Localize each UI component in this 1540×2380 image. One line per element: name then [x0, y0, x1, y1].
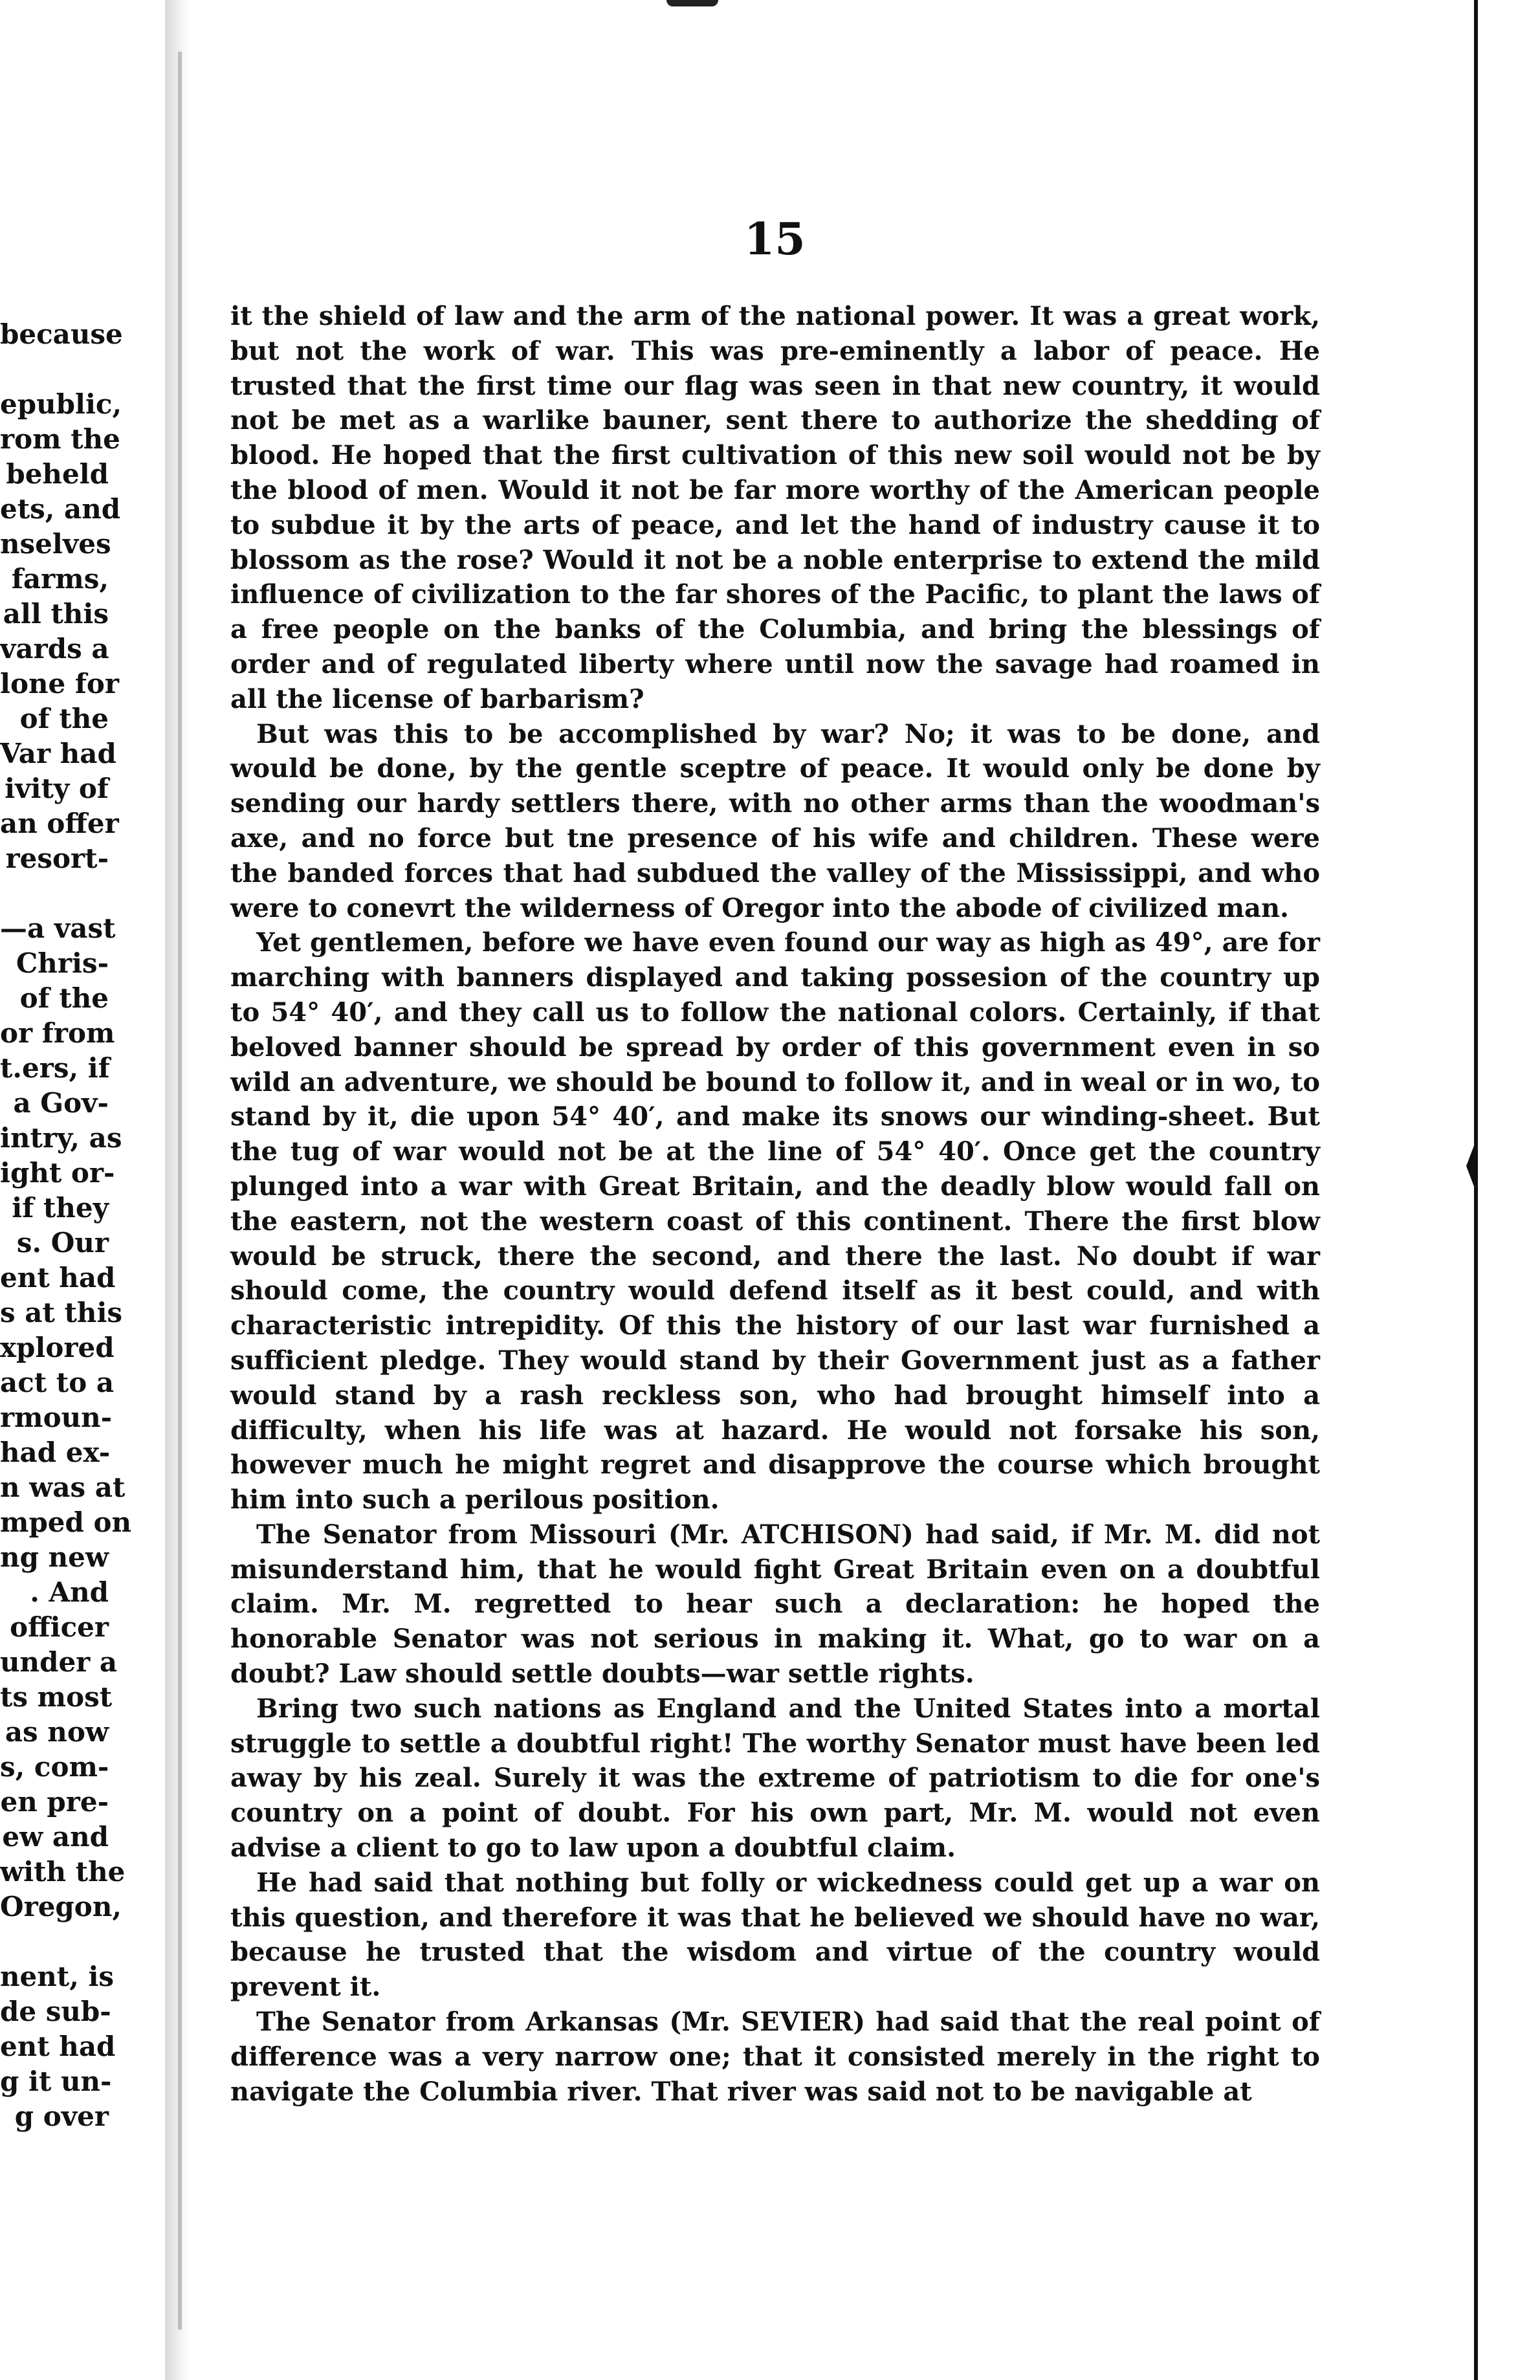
- margin-fragment: g it un-: [0, 2066, 112, 2097]
- margin-fragment: of the: [19, 703, 109, 734]
- margin-fragment: vards a: [0, 633, 109, 665]
- margin-fragment: [0, 352, 109, 387]
- margin-fragment: —a vast: [0, 912, 116, 944]
- margin-fragment: ts most: [0, 1681, 113, 1713]
- margin-fragment: ent had: [0, 2031, 116, 2062]
- margin-fragment: farms,: [11, 563, 109, 595]
- facing-page-fragments: [0, 317, 132, 2134]
- margin-fragment: act to a: [0, 1367, 115, 1398]
- margin-fragment: of the: [19, 982, 109, 1014]
- paragraph-2: But was this to be accomplished by war? No; it was to be done, and would be done, by the gentle sceptre of peace. It would only be done by sending our hardy settlers there, with no other arms than the woodman's axe, and no force but tne presence of his wife and children. These were the banded forces that had subdued the valley of the Mississippi, and who were to conevrt the wilderness of Oregor into the abode of civilized man.: [230, 718, 1320, 923]
- margin-fragment: ivity of: [5, 773, 109, 804]
- gutter-fold: [178, 52, 182, 2330]
- margin-fragment: if they: [12, 1192, 109, 1224]
- margin-fragment: Var had: [0, 738, 116, 769]
- margin-fragment: or from: [0, 1017, 115, 1049]
- margin-fragment: nselves: [0, 528, 111, 560]
- margin-fragment: officer: [10, 1611, 109, 1643]
- margin-fragment: intry, as: [0, 1122, 122, 1154]
- paragraph-7: The Senator from Arkansas (Mr. SEVIER) had said that the real point of difference was a very narrow one; that it consisted merely in the right to navigate the Columbia river. That river was said not to be navigable at: [230, 2007, 1320, 2107]
- margin-fragment: Oregon,: [0, 1891, 122, 1923]
- margin-fragment: all this: [3, 598, 109, 630]
- margin-fragment: ight or-: [0, 1157, 115, 1189]
- margin-fragment: mped on: [0, 1506, 132, 1538]
- margin-fragment: de sub-: [0, 1996, 111, 2027]
- page-edge-tab: [1466, 1139, 1477, 1193]
- margin-fragment: en pre-: [0, 1786, 109, 1818]
- margin-fragment: rmoun-: [0, 1402, 113, 1433]
- margin-fragment: because: [0, 318, 123, 350]
- paragraph-4: The Senator from Missouri (Mr. ATCHISON) had said, if Mr. M. did not misunderstand him, that he would fight Great Britain even on a doubtful claim. Mr. M. regretted to hear such a declaration: he hoped the honorable Senator was not serious in making it. What, go to war on a doubt? Law should settle doubts—war settle rights.: [230, 1519, 1320, 1690]
- margin-fragment: . And: [30, 1576, 109, 1608]
- body-text: [230, 299, 1320, 2109]
- margin-fragment: under a: [0, 1646, 118, 1678]
- margin-fragment: ng new: [0, 1541, 109, 1573]
- margin-fragment: [0, 876, 109, 911]
- page-number: 15: [744, 214, 806, 265]
- margin-fragment: t.ers, if: [0, 1052, 110, 1084]
- margin-fragment: ets, and: [0, 493, 121, 525]
- paragraph-6: He had said that nothing but folly or wickedness could get up a war on this question, and therefore it was that he believed we should have no war, because he trusted that the wisdom and virtue of the country would prevent it.: [230, 1867, 1320, 2003]
- margin-fragment: g over: [14, 2100, 109, 2132]
- margin-fragment: as now: [5, 1716, 109, 1748]
- margin-fragment: xplored: [0, 1332, 115, 1363]
- margin-fragment: s, com-: [0, 1751, 109, 1783]
- margin-fragment: [0, 1924, 109, 1959]
- paragraph-1: it the shield of law and the arm of the national power. It was a great work, but not the work of war. This was pre-eminently a labor of peace. He trusted that the first time our flag was seen in that new country, it would not be met as a warlike bauner, sent there to authorize the shedding of blood. He hoped that the first cultivation of this new soil would not be by the blood of men. Would it not be far more worthy of the American people to subdue it by the arts of peace, and let the hand of industry cause it to blossom as the rose? Would it not be a noble enterprise to extend the mild influence of civilization to the far shores of the Pacific, to plant the laws of a free people on the banks of the Columbia, and bring the blessings of order and of regulated liberty where until now the savage had roamed in all the license of barbarism?: [230, 301, 1320, 714]
- paragraph-3: Yet gentlemen, before we have even found our way as high as 49°, are for marching with banners displayed and taking possesion of the country up to 54° 40′, and they call us to follow the national colors. Certainly, if that beloved banner should be spread by order of this government even in so wild an adventure, we should be bound to follow it, and in weal or in wo, to stand by it, die upon 54° 40′, and make its snows our winding-sheet. But the tug of war would not be at the line of 54° 40′. Once get the country plunged into a war with Great Britain, and the deadly blow would fall on the eastern, not the western coast of this continent. There the first blow would be struck, there the second, and there the last. No doubt if war should come, the country would defend itself as it best could, and with characteristic intrepidity. Of this the history of our last war furnished a sufficient pledge. They would stand by their Government just as a father would stand by a rash reckless son, who had brought himself into a difficulty, when his life was at hazard. He would not forsake his son, however much he might regret and disapprove the course which brought him into such a perilous position.: [230, 927, 1320, 1515]
- margin-fragment: lone for: [0, 668, 120, 700]
- margin-fragment: s at this: [0, 1297, 123, 1328]
- margin-fragment: rom the: [0, 423, 120, 455]
- margin-fragment: beheld: [6, 458, 109, 490]
- margin-fragment: a Gov-: [13, 1087, 109, 1119]
- margin-fragment: had ex-: [0, 1437, 111, 1468]
- margin-fragment: with the: [0, 1856, 126, 1888]
- binding-notch: [666, 0, 718, 6]
- margin-fragment: ent had: [0, 1262, 116, 1294]
- margin-fragment: epublic,: [0, 388, 122, 420]
- margin-fragment: ew and: [2, 1821, 109, 1853]
- paragraph-5: Bring two such nations as England and the United States into a mortal struggle to settle a doubtful right! The worthy Senator must have been led away by his zeal. Surely it was the extreme of patriotism to die for one's country on a point of doubt. For his own part, Mr. M. would not even advise a client to go to law upon a doubtful claim.: [230, 1693, 1320, 1864]
- margin-fragment: n was at: [0, 1471, 126, 1503]
- margin-fragment: Chris-: [16, 947, 109, 979]
- margin-fragment: nent, is: [0, 1961, 115, 1992]
- margin-fragment: resort-: [5, 843, 109, 874]
- margin-fragment: an offer: [0, 808, 119, 839]
- margin-fragment: s. Our: [16, 1227, 109, 1259]
